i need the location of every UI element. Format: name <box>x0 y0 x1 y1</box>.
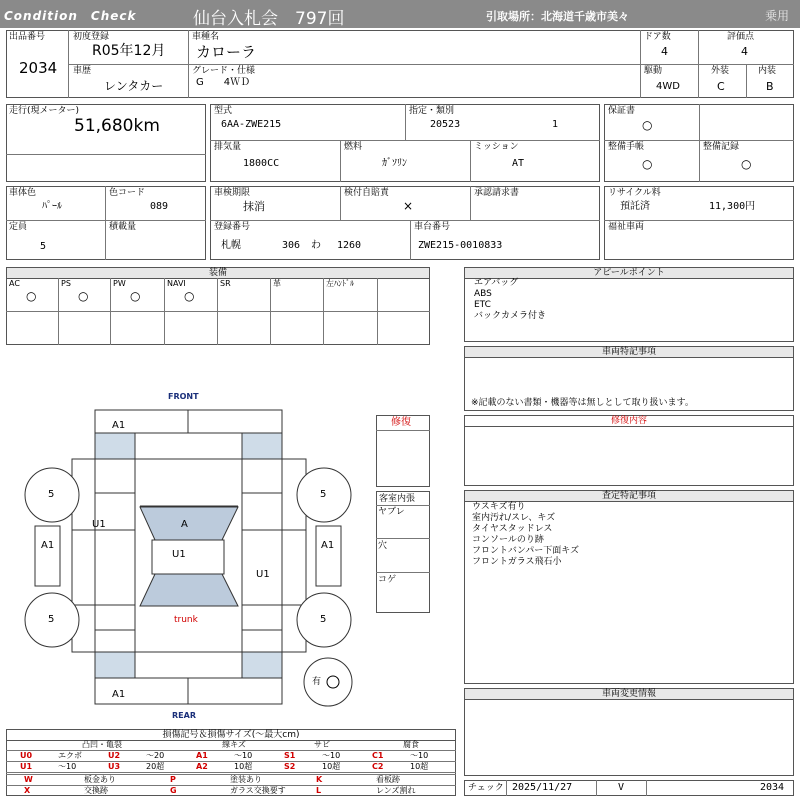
legend-desc: 10超 <box>322 762 341 771</box>
spare-label: 有 <box>312 677 322 687</box>
lot-no-label: 出品番号 <box>9 32 46 42</box>
exterior: C <box>717 80 725 93</box>
vin-label: 車台番号 <box>414 222 451 232</box>
plate-label: 登録番号 <box>214 222 251 232</box>
mileage: 51,680km <box>74 116 160 136</box>
assessment-line: コンソールのり跡 <box>472 535 544 545</box>
equipment-name: PW <box>113 279 126 288</box>
exterior-label: 外装 <box>711 66 730 76</box>
legend-desc: 10超 <box>410 762 429 771</box>
legend-desc: 看板跡 <box>376 775 400 784</box>
header-bar <box>0 0 800 28</box>
equipment-name: SR <box>220 279 231 288</box>
auction-title: 仙台入札会 797回 <box>193 9 345 29</box>
recycle-label: リサイクル料 <box>608 188 661 198</box>
interior-box-label: 客室内張 <box>379 494 416 504</box>
mark-mirror-left: A1 <box>41 540 55 551</box>
history: レンタカー <box>104 79 164 93</box>
legend-code: S1 <box>284 751 296 760</box>
color-code: 089 <box>150 201 169 212</box>
equipment-name: 革 <box>273 279 281 288</box>
check-date: 2025/11/27 <box>512 782 573 793</box>
assessment-line: 室内汚れ/スレ、キズ <box>472 513 556 523</box>
manual: ○ <box>642 157 653 171</box>
legend-desc: 板金あり <box>84 775 116 784</box>
capacity-label: 定員 <box>9 222 28 232</box>
mark-door-left: U1 <box>92 519 106 530</box>
fuel-label: 燃料 <box>344 142 363 152</box>
displacement: 1800CC <box>243 158 280 169</box>
appeal-line: ETC <box>474 300 491 310</box>
welfare-label: 福祉車両 <box>608 222 645 232</box>
interior-item: ヤブレ <box>378 507 405 517</box>
legend-code: P <box>170 775 176 784</box>
liability: × <box>403 199 414 213</box>
vin: ZWE215-0010833 <box>418 240 503 251</box>
equipment-value: ○ <box>26 289 37 303</box>
pickup-label: 引取場所： <box>486 10 541 23</box>
manual-label: 整備手帳 <box>608 142 645 152</box>
repair-detail-header: 修復内容 <box>464 415 794 427</box>
appeal-line: ABS <box>474 289 492 299</box>
change-info-box <box>464 699 794 776</box>
mark-tire-fr: 5 <box>320 489 327 500</box>
designation: 20523 <box>430 119 461 130</box>
legend-code: U3 <box>108 762 121 771</box>
first-reg: R05年12月 <box>92 43 166 59</box>
equipment-name: NAVI <box>167 279 186 288</box>
doors-label: ドア数 <box>644 32 671 42</box>
legend-title: 損傷記号＆損傷サイズ(～最大cm) <box>6 729 456 741</box>
color-code-label: 色コード <box>109 188 146 198</box>
car-name: カローラ <box>196 43 257 61</box>
legend-code: A1 <box>196 751 208 760</box>
capacity: 5 <box>40 241 47 252</box>
equipment-name: 左ﾊﾝﾄﾞﾙ <box>326 279 354 288</box>
equipment-header: 装備 <box>6 267 430 279</box>
legend-desc: レンズ割れ <box>376 786 416 795</box>
pickup-place: 北海道千歳市美々 <box>541 10 629 23</box>
page-title: Condition Check <box>4 9 137 23</box>
legend-group: 線キズ <box>222 740 246 749</box>
legend-code: C2 <box>372 762 384 771</box>
mileage-label: 走行(現メーター) <box>9 106 80 116</box>
legend-code: U2 <box>108 751 121 760</box>
legend-desc: ～10 <box>58 762 77 771</box>
legend-desc: ～20 <box>146 751 165 760</box>
legend-desc: ～10 <box>410 751 429 760</box>
legend-code: X <box>24 786 31 795</box>
mark-tire-rl: 5 <box>48 614 55 625</box>
interior-label: 内装 <box>758 66 777 76</box>
appeal-line: エアバッグ <box>474 278 519 288</box>
legend-desc: ～10 <box>322 751 341 760</box>
inspection: 抹消 <box>243 200 265 213</box>
appeal-line: バックカメラ付き <box>474 311 547 321</box>
spec: G 4ＷＤ <box>196 77 251 88</box>
legend-desc: ～10 <box>234 751 253 760</box>
repair-box-label: 修復 <box>391 417 411 428</box>
displacement-label: 排気量 <box>214 142 242 152</box>
designation-label: 指定・類別 <box>409 106 455 116</box>
legend-code: W <box>24 775 33 784</box>
warranty-label: 保証書 <box>608 106 636 116</box>
legend-desc: 塗装あり <box>230 775 262 784</box>
interior-item: コゲ <box>378 575 397 585</box>
legend-group: 腐食 <box>403 740 419 749</box>
grade: 4 <box>741 45 748 58</box>
repair-detail-box <box>464 426 794 486</box>
assessment-line: フロントガラス飛石小 <box>472 557 562 567</box>
legend-code: U0 <box>20 751 33 760</box>
first-reg-label: 初度登録 <box>73 32 110 42</box>
mark-tire-fl: 5 <box>48 489 55 500</box>
model-label: 型式 <box>214 106 233 116</box>
mark-tire-rr: 5 <box>320 614 327 625</box>
warranty: ○ <box>642 118 653 132</box>
rear-label: REAR <box>172 711 196 720</box>
mission-label: ミッション <box>474 142 519 152</box>
mark-front-bumper: A1 <box>112 420 126 431</box>
legend-code: C1 <box>372 751 384 760</box>
fuel: ｶﾞｿﾘﾝ <box>382 158 407 169</box>
check-label: チェック <box>468 783 504 793</box>
spec-label: グレード・仕様 <box>192 66 256 76</box>
legend-desc: 20超 <box>146 762 165 771</box>
mark-roof: U1 <box>172 549 186 560</box>
legend-code: U1 <box>20 762 33 771</box>
check-mark: V <box>618 782 625 793</box>
inspection-label: 車検期限 <box>214 188 251 198</box>
mark-rear-bumper: A1 <box>112 689 126 700</box>
car-diagram <box>0 400 380 710</box>
plate-area: 札幌 <box>221 240 241 251</box>
grade-label: 評価点 <box>727 32 755 42</box>
load-label: 積載量 <box>109 222 137 232</box>
equipment-name: AC <box>9 279 20 288</box>
equipment-value: ○ <box>78 289 89 303</box>
classification: 1 <box>552 119 559 130</box>
legend-code: G <box>170 786 177 795</box>
inspection-block <box>210 186 600 260</box>
plate-kana: わ <box>311 240 321 251</box>
legend-group: 凸凹・亀裂 <box>82 740 122 749</box>
color-label: 車体色 <box>9 188 37 198</box>
plate-num: 1260 <box>337 240 362 251</box>
drive-label: 駆動 <box>644 66 663 76</box>
trunk-label: trunk <box>174 615 198 625</box>
plate-class: 306 <box>282 240 301 251</box>
appeal-header: アピールポイント <box>464 267 794 279</box>
assessment-line: ウスキズ有り <box>472 502 526 512</box>
doors: 4 <box>661 45 668 58</box>
record: ○ <box>741 157 752 171</box>
interior: B <box>766 80 774 93</box>
mark-door-right: U1 <box>256 569 270 580</box>
mark-mirror-right: A1 <box>321 540 335 551</box>
liability-label: 検付自賠責 <box>344 188 390 198</box>
legend-desc: ガラス交換要す <box>230 786 286 795</box>
assessment-line: フロントバンパー下面キズ <box>472 546 580 556</box>
assessment-line: タイヤスタッドレス <box>472 524 553 534</box>
drive: 4WD <box>656 81 680 92</box>
history-label: 車歴 <box>73 66 92 76</box>
legend-desc: 交換跡 <box>84 786 108 795</box>
legend-desc: エクボ <box>58 751 82 760</box>
legend-group: サビ <box>314 740 330 749</box>
interior-item: 穴 <box>378 541 388 551</box>
pickup-location <box>486 8 629 24</box>
equipment-value: ○ <box>130 289 141 303</box>
assessment-header: 査定特記事項 <box>464 490 794 502</box>
legend-code: L <box>316 786 322 795</box>
check-lot: 2034 <box>760 782 785 793</box>
legend-code: S2 <box>284 762 296 771</box>
special-header: 車両特記事項 <box>464 346 794 358</box>
lot-no: 2034 <box>19 59 58 77</box>
equipment-name: PS <box>61 279 71 288</box>
color: ﾊﾟｰﾙ <box>42 201 62 212</box>
mission: AT <box>512 158 525 169</box>
car-name-label: 車種名 <box>192 32 220 42</box>
change-info-header: 車両変更情報 <box>464 688 794 700</box>
special-note: ※記載のない書類・機器等は無しとして取り扱います。 <box>471 398 694 408</box>
record-label: 整備記録 <box>703 142 740 152</box>
legend-desc: 10超 <box>234 762 253 771</box>
front-label: FRONT <box>168 392 199 401</box>
legend-code: A2 <box>196 762 208 771</box>
approval-label: 承認請求書 <box>474 188 520 198</box>
recycle-status: 預託済 <box>620 201 650 212</box>
equipment-value: ○ <box>184 289 195 303</box>
mark-windshield: A <box>181 519 188 530</box>
model: 6AA-ZWE215 <box>221 119 282 130</box>
recycle-fee: 11,300円 <box>709 201 756 212</box>
legend-code: K <box>316 775 323 784</box>
category-label: 乗用 <box>765 9 790 23</box>
